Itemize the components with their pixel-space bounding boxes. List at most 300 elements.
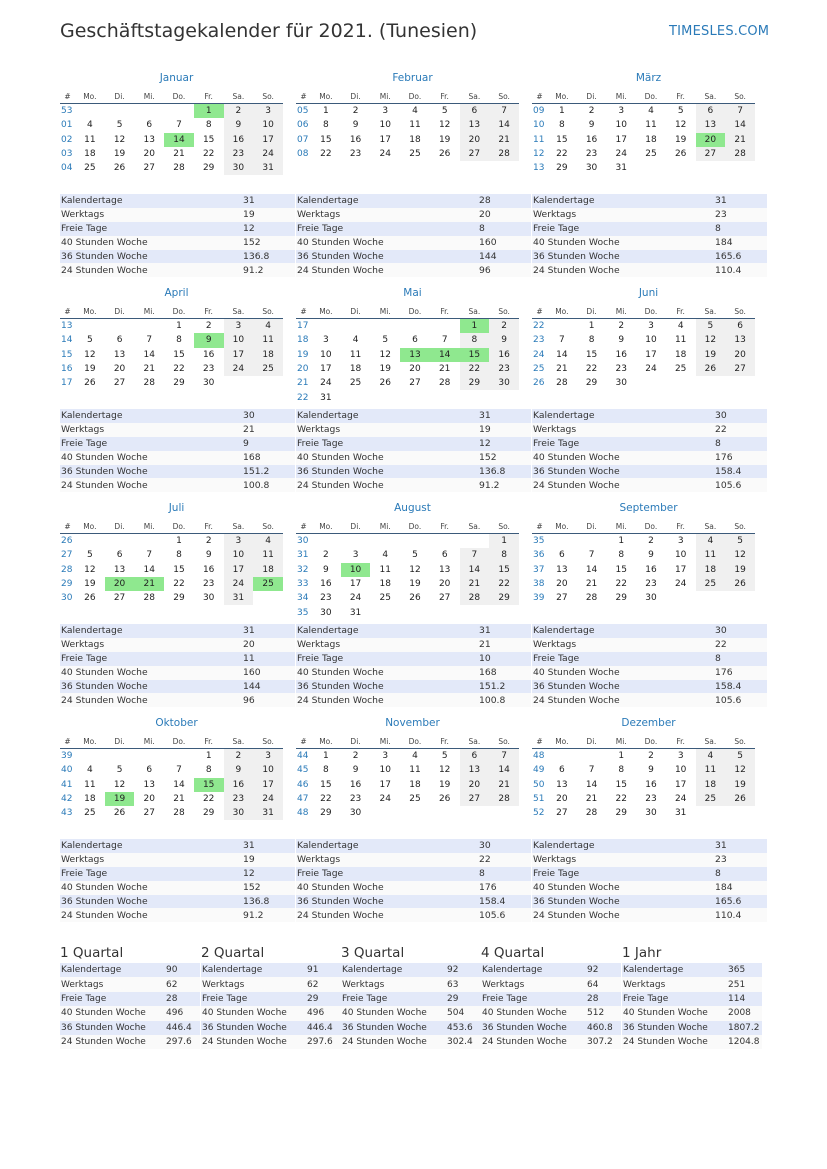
- day-cell: 28: [143, 593, 155, 604]
- stat-label: Werktags: [532, 208, 715, 222]
- day-cell: 8: [489, 548, 519, 562]
- stat-label: 24 Stunden Woche: [532, 693, 715, 707]
- day-cell: 25: [253, 577, 283, 591]
- stat-row: [201, 992, 341, 1006]
- stat-label: 24 Stunden Woche: [341, 1035, 447, 1049]
- weekday-header: So.: [725, 304, 755, 319]
- weekday-header: Mo.: [311, 89, 341, 104]
- quarter-block: [622, 944, 762, 1049]
- day-cell: 12: [379, 349, 391, 360]
- day-cell: 26: [438, 149, 451, 160]
- weekday-header: Do.: [164, 89, 194, 104]
- month-stats-table: [60, 624, 295, 707]
- week-number: 13: [533, 163, 545, 174]
- stat-label: 24 Stunden Woche: [60, 478, 243, 492]
- empty-day-cell: [460, 390, 490, 404]
- day-cell: 13: [725, 333, 755, 347]
- day-cell: 18: [409, 779, 421, 790]
- weekday-header: Mi.: [134, 519, 164, 534]
- week-row: [296, 605, 519, 619]
- stat-label: Kalendertage: [201, 963, 307, 977]
- stat-value: 30: [243, 409, 295, 423]
- stat-value: 19: [243, 208, 295, 222]
- day-cell: 3: [648, 321, 654, 332]
- empty-day-cell: [134, 534, 164, 549]
- day-cell: 13: [143, 134, 155, 145]
- weekday-header: Mi.: [606, 734, 636, 749]
- day-cell: 25: [349, 378, 362, 389]
- week-number: 31: [297, 550, 309, 561]
- day-cell: 9: [648, 765, 654, 776]
- weekday-header: So.: [489, 519, 519, 534]
- day-cell: 2: [205, 321, 212, 332]
- day-cell: 19: [725, 778, 755, 792]
- stat-value: 21: [243, 423, 295, 437]
- stat-label: Kalendertage: [341, 963, 447, 977]
- day-cell: 19: [84, 579, 96, 590]
- stat-value: 184: [715, 881, 767, 895]
- stat-label: Kalendertage: [60, 409, 243, 423]
- day-cell: 8: [558, 120, 565, 131]
- day-cell: 24: [224, 362, 254, 376]
- stat-label: 40 Stunden Woche: [201, 1006, 307, 1020]
- stat-label: 40 Stunden Woche: [60, 236, 243, 250]
- month-stats-table: [296, 624, 531, 707]
- day-cell: 26: [438, 794, 451, 805]
- week-number: 21: [297, 378, 309, 389]
- stat-value: 160: [479, 236, 531, 250]
- day-cell: 22: [460, 362, 490, 376]
- stat-row: [60, 693, 295, 707]
- day-cell: 14: [173, 779, 185, 790]
- day-cell: 9: [194, 333, 224, 347]
- week-row: [296, 362, 519, 376]
- stat-value: 92: [447, 963, 481, 977]
- week-number: 40: [61, 765, 73, 776]
- stat-row: [296, 680, 531, 694]
- weekday-header-row: [532, 304, 755, 319]
- day-cell: 16: [349, 779, 362, 790]
- stat-row: [481, 1006, 621, 1020]
- week-row: [60, 548, 283, 562]
- day-cell: 3: [618, 106, 625, 117]
- stat-label: 40 Stunden Woche: [481, 1006, 587, 1020]
- day-cell: 7: [176, 765, 182, 776]
- stat-value: 91.2: [243, 263, 295, 277]
- day-cell: 5: [677, 106, 684, 117]
- day-cell: 6: [412, 335, 418, 346]
- day-cell: 19: [105, 792, 135, 806]
- quarter-title: 1 Quartal: [60, 945, 124, 961]
- stat-row: [532, 693, 767, 707]
- month-name: Juni: [638, 287, 659, 299]
- day-cell: 30: [320, 607, 332, 618]
- weekday-header: Mi.: [134, 734, 164, 749]
- stat-row: [201, 1006, 341, 1020]
- day-cell: 30: [202, 593, 215, 604]
- month-name: April: [164, 287, 189, 299]
- day-cell: 14: [556, 349, 568, 360]
- stat-row: [532, 208, 767, 222]
- day-cell: 27: [113, 593, 126, 604]
- weekday-header: #: [532, 734, 547, 749]
- stat-value: 91.2: [243, 908, 295, 922]
- empty-day-cell: [577, 749, 607, 764]
- quarter-stats-table: [60, 963, 200, 1049]
- day-cell: 2: [648, 751, 654, 762]
- day-cell: 2: [489, 319, 519, 334]
- stat-value: 297.6: [307, 1035, 341, 1049]
- day-cell: 2: [648, 536, 654, 547]
- stat-label: Werktags: [532, 638, 715, 652]
- quarter-title: 1 Jahr: [622, 945, 662, 961]
- day-cell: 9: [489, 333, 519, 347]
- week-row: [532, 362, 755, 376]
- week-number: 41: [61, 779, 73, 790]
- stat-value: 28: [166, 992, 200, 1006]
- weekday-header: Fr.: [430, 89, 460, 104]
- stat-value: 251: [728, 977, 762, 991]
- weekday-header: Mi.: [606, 304, 636, 319]
- stat-row: [532, 908, 767, 922]
- day-cell: 12: [725, 763, 755, 777]
- day-cell: 10: [341, 563, 371, 577]
- empty-day-cell: [489, 390, 519, 404]
- stat-value: 151.2: [243, 465, 295, 479]
- day-cell: 16: [645, 779, 657, 790]
- day-cell: 26: [84, 378, 96, 389]
- stat-row: [201, 1035, 341, 1049]
- day-cell: 25: [696, 792, 726, 806]
- weekday-header-row: [296, 519, 519, 534]
- stat-value: 512: [587, 1006, 621, 1020]
- stat-label: 36 Stunden Woche: [60, 895, 243, 909]
- day-cell: 10: [379, 765, 391, 776]
- month-table: [532, 89, 755, 175]
- day-cell: 21: [173, 794, 185, 805]
- weekday-header: #: [532, 89, 547, 104]
- stat-row: [481, 1021, 621, 1035]
- empty-day-cell: [430, 806, 460, 820]
- stat-row: [296, 652, 531, 666]
- day-cell: 26: [725, 577, 755, 591]
- weekday-header: Sa.: [696, 519, 726, 534]
- day-cell: 24: [349, 593, 362, 604]
- day-cell: 5: [116, 765, 123, 776]
- day-cell: 17: [253, 778, 283, 792]
- week-number: 33: [297, 579, 309, 590]
- day-cell: 1: [176, 321, 182, 332]
- stat-value: 168: [243, 451, 295, 465]
- weekday-header: So.: [725, 89, 755, 104]
- week-number: 43: [61, 808, 73, 819]
- day-cell: 8: [618, 550, 625, 561]
- day-cell: 13: [438, 564, 451, 575]
- stat-row: [296, 437, 531, 451]
- weekday-header: Do.: [164, 519, 194, 534]
- stat-label: 40 Stunden Woche: [60, 666, 243, 680]
- empty-day-cell: [341, 534, 371, 549]
- day-cell: 6: [460, 749, 490, 764]
- stat-label: Werktags: [296, 853, 479, 867]
- weekday-header: So.: [253, 519, 283, 534]
- month-calendar: [60, 71, 283, 175]
- week-number: 23: [533, 335, 545, 346]
- day-cell: 26: [725, 792, 755, 806]
- stat-row: [296, 881, 531, 895]
- stat-value: 158.4: [479, 895, 531, 909]
- weekday-header: Fr.: [194, 519, 224, 534]
- day-cell: 12: [409, 564, 421, 575]
- week-row: [296, 763, 519, 777]
- day-cell: 11: [696, 763, 726, 777]
- stat-value: 20: [243, 638, 295, 652]
- empty-day-cell: [725, 806, 755, 820]
- stat-label: 40 Stunden Woche: [60, 881, 243, 895]
- day-cell: 24: [674, 579, 687, 590]
- stat-value: 105.6: [715, 693, 767, 707]
- empty-day-cell: [430, 390, 460, 404]
- stat-row: [201, 963, 341, 977]
- week-row: [60, 104, 283, 119]
- stat-value: 23: [715, 208, 767, 222]
- stat-label: Kalendertage: [532, 409, 715, 423]
- stat-value: 136.8: [479, 465, 531, 479]
- stat-value: 12: [243, 222, 295, 236]
- stat-row: [60, 853, 295, 867]
- weekday-header: Fr.: [194, 89, 224, 104]
- day-cell: 13: [400, 348, 430, 362]
- weekday-header: #: [532, 304, 547, 319]
- day-cell: 10: [379, 120, 391, 131]
- quarter-title: 4 Quartal: [481, 945, 545, 961]
- stat-value: 100.8: [479, 693, 531, 707]
- stat-row: [60, 208, 295, 222]
- weekday-header: Do.: [164, 734, 194, 749]
- day-cell: 1: [558, 106, 565, 117]
- month-table: [296, 89, 519, 161]
- stat-value: 110.4: [715, 263, 767, 277]
- stat-row: [532, 839, 767, 853]
- brand-logo-link[interactable]: TIMESLES.COM: [669, 24, 770, 39]
- day-cell: 16: [585, 134, 598, 145]
- day-cell: 14: [164, 133, 194, 147]
- stat-value: 151.2: [479, 680, 531, 694]
- day-cell: 9: [648, 550, 654, 561]
- month-stats-table: [60, 839, 295, 922]
- stat-row: [532, 250, 767, 264]
- stat-value: 23: [715, 853, 767, 867]
- stat-row: [622, 977, 762, 991]
- day-cell: 26: [409, 593, 421, 604]
- weekday-header: Do.: [636, 304, 666, 319]
- day-cell: 11: [645, 120, 657, 131]
- day-cell: 22: [615, 794, 627, 805]
- stat-value: 165.6: [715, 250, 767, 264]
- weekday-header-row: [60, 734, 283, 749]
- stat-row: [60, 963, 200, 977]
- month-stats-table: [60, 409, 295, 492]
- empty-day-cell: [164, 104, 194, 119]
- month-calendar: [296, 286, 519, 405]
- day-cell: 5: [86, 550, 93, 561]
- stat-row: [296, 236, 531, 250]
- week-row: [532, 133, 755, 147]
- day-cell: 31: [674, 808, 687, 819]
- day-cell: 10: [674, 550, 687, 561]
- day-cell: 10: [253, 763, 283, 777]
- stat-label: 36 Stunden Woche: [481, 1021, 587, 1035]
- empty-day-cell: [164, 749, 194, 764]
- day-cell: 30: [615, 378, 627, 389]
- quarter-title: 3 Quartal: [341, 945, 405, 961]
- week-number: 22: [533, 321, 545, 332]
- month-table: [60, 304, 283, 390]
- day-cell: 17: [320, 364, 332, 375]
- quarter-block: [201, 944, 341, 1049]
- empty-day-cell: [105, 104, 135, 119]
- month-table: [296, 304, 519, 405]
- week-row: [296, 534, 519, 549]
- week-row: [60, 806, 283, 820]
- week-row: [532, 376, 755, 390]
- stat-value: 28: [587, 992, 621, 1006]
- weekday-header: #: [60, 89, 75, 104]
- stat-value: 22: [715, 423, 767, 437]
- stat-label: 36 Stunden Woche: [622, 1021, 728, 1035]
- stat-row: [341, 1006, 481, 1020]
- week-number: 22: [297, 392, 309, 403]
- stat-value: 30: [479, 839, 531, 853]
- week-row: [532, 333, 755, 347]
- empty-day-cell: [105, 534, 135, 549]
- stat-label: Werktags: [60, 423, 243, 437]
- weekday-header: Do.: [400, 519, 430, 534]
- day-cell: 7: [146, 550, 153, 561]
- stat-value: 31: [479, 409, 531, 423]
- day-cell: 5: [382, 335, 389, 346]
- stat-value: 105.6: [715, 478, 767, 492]
- weekday-header: Mi.: [606, 519, 636, 534]
- day-cell: 3: [253, 104, 283, 119]
- stat-row: [60, 478, 295, 492]
- month-stats-table: [296, 839, 531, 922]
- weekday-header: Do.: [636, 734, 666, 749]
- day-cell: 22: [202, 794, 215, 805]
- month-name: September: [619, 502, 678, 514]
- day-cell: 31: [253, 161, 283, 175]
- day-cell: 23: [349, 794, 362, 805]
- stat-label: Kalendertage: [60, 624, 243, 638]
- empty-day-cell: [400, 806, 430, 820]
- day-cell: 1: [618, 751, 625, 762]
- week-number: 19: [297, 349, 309, 360]
- stat-label: Freie Tage: [532, 437, 715, 451]
- day-cell: 31: [224, 591, 254, 605]
- week-number: 26: [61, 536, 73, 547]
- day-cell: 8: [460, 333, 490, 347]
- month-calendar: [532, 501, 755, 605]
- empty-day-cell: [547, 534, 577, 549]
- stat-label: 36 Stunden Woche: [532, 680, 715, 694]
- empty-day-cell: [666, 591, 696, 605]
- day-cell: 18: [696, 778, 726, 792]
- day-cell: 17: [674, 779, 687, 790]
- day-cell: 27: [438, 593, 451, 604]
- day-cell: 7: [489, 104, 519, 119]
- day-cell: 24: [379, 794, 391, 805]
- week-number: 18: [297, 335, 309, 346]
- stat-row: [341, 992, 481, 1006]
- day-cell: 13: [113, 564, 126, 575]
- stat-label: 24 Stunden Woche: [201, 1035, 307, 1049]
- empty-day-cell: [370, 319, 400, 334]
- day-cell: 21: [438, 364, 451, 375]
- stat-label: 40 Stunden Woche: [532, 451, 715, 465]
- week-number: 06: [297, 120, 309, 131]
- day-cell: 28: [460, 591, 490, 605]
- day-cell: 4: [253, 319, 283, 334]
- day-cell: 15: [173, 349, 185, 360]
- week-number: 44: [297, 751, 309, 762]
- weekday-header: Do.: [400, 734, 430, 749]
- weekday-header: Fr.: [194, 734, 224, 749]
- day-cell: 19: [113, 149, 126, 160]
- day-cell: 26: [379, 378, 391, 389]
- week-row: [296, 118, 519, 132]
- stat-label: 40 Stunden Woche: [296, 666, 479, 680]
- empty-day-cell: [547, 749, 577, 764]
- day-cell: 26: [674, 149, 687, 160]
- week-row: [296, 147, 519, 161]
- week-number: 24: [533, 349, 545, 360]
- stat-label: Kalendertage: [532, 839, 715, 853]
- stat-label: 40 Stunden Woche: [296, 881, 479, 895]
- day-cell: 3: [224, 319, 254, 334]
- stat-row: [60, 451, 295, 465]
- day-cell: 7: [588, 765, 595, 776]
- day-cell: 7: [146, 335, 153, 346]
- day-cell: 23: [320, 593, 332, 604]
- weekday-header: Mi.: [370, 89, 400, 104]
- stat-value: 31: [243, 839, 295, 853]
- day-cell: 3: [224, 534, 254, 549]
- day-cell: 20: [143, 149, 155, 160]
- day-cell: 7: [725, 104, 755, 119]
- stat-value: 2008: [728, 1006, 762, 1020]
- month-stats-table: [532, 194, 767, 277]
- stat-row: [296, 451, 531, 465]
- week-number: 30: [297, 536, 309, 547]
- day-cell: 21: [143, 364, 155, 375]
- stat-value: 22: [715, 638, 767, 652]
- day-cell: 12: [113, 134, 126, 145]
- month-stats-table: [296, 409, 531, 492]
- stat-row: [60, 423, 295, 437]
- day-cell: 7: [489, 749, 519, 764]
- quarter-block: [481, 944, 621, 1049]
- day-cell: 13: [556, 564, 568, 575]
- month-name: August: [394, 502, 431, 514]
- stat-value: 19: [243, 853, 295, 867]
- stat-row: [532, 437, 767, 451]
- weekday-header: Do.: [636, 89, 666, 104]
- stat-value: 22: [479, 853, 531, 867]
- stat-row: [60, 437, 295, 451]
- weekday-header: Mo.: [75, 734, 105, 749]
- stat-value: 136.8: [243, 895, 295, 909]
- week-number: 14: [61, 335, 73, 346]
